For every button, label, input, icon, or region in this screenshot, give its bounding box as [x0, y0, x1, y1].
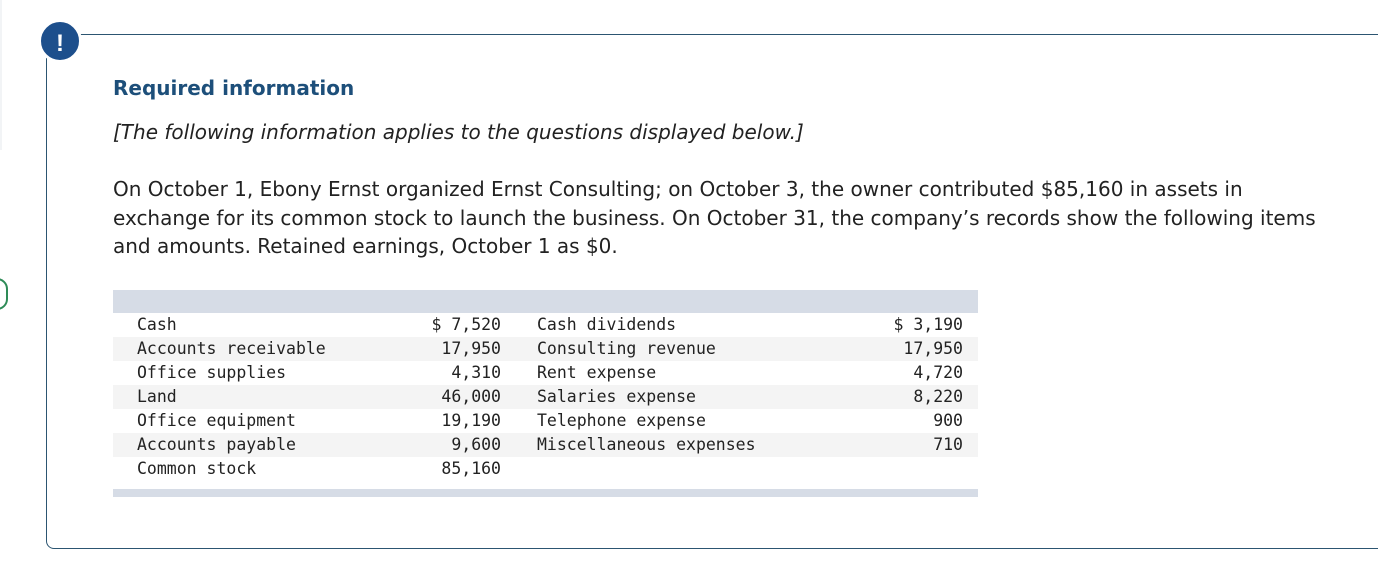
account-amount: 17,950	[903, 339, 963, 358]
account-amount: 17,950	[441, 339, 501, 358]
table-row	[113, 433, 978, 457]
account-amount: 4,310	[451, 363, 501, 382]
table-header-bar	[113, 290, 978, 313]
account-label: Common stock	[137, 459, 257, 478]
account-amount: 85,160	[441, 459, 501, 478]
account-label: Consulting revenue	[537, 339, 716, 358]
account-label: Salaries expense	[537, 387, 696, 406]
section-heading: Required information	[113, 76, 355, 100]
progress-indicator-icon	[0, 278, 8, 310]
table-row	[113, 361, 978, 385]
account-label: Rent expense	[537, 363, 657, 382]
account-amount: 4,720	[913, 363, 963, 382]
account-label: Office supplies	[137, 363, 287, 382]
account-amount: 9,600	[451, 435, 501, 454]
account-amount: 710	[933, 435, 963, 454]
problem-paragraph: On October 1, Ebony Ernst organized Ernst Consulting; on October 3, the owner contributed $85,160 in assets in exchange for its common stock to launch the business. On October 31, the company’s records show the following items and amounts. Retained earnings, October 1 as $0.	[113, 177, 1316, 258]
table-row	[113, 457, 978, 481]
account-amount: $ 7,520	[431, 315, 501, 334]
account-label: Miscellaneous expenses	[537, 435, 756, 454]
table-rows	[113, 313, 978, 481]
account-amount: 8,220	[913, 387, 963, 406]
table-footer-bar	[113, 489, 978, 497]
account-label: Land	[137, 387, 177, 406]
account-amount: 900	[933, 411, 963, 430]
account-label: Office equipment	[137, 411, 296, 430]
account-label: Cash dividends	[537, 315, 677, 334]
account-amount: 19,190	[441, 411, 501, 430]
table-row	[113, 409, 978, 433]
account-label: Cash	[137, 315, 177, 334]
accounts-table	[113, 290, 978, 497]
account-label: Accounts receivable	[137, 339, 326, 358]
intro-note: [The following information applies to the questions displayed below.]	[113, 120, 804, 144]
account-label: Accounts payable	[137, 435, 296, 454]
account-amount: $ 3,190	[893, 315, 963, 334]
account-amount: 46,000	[441, 387, 501, 406]
table-row	[113, 313, 978, 337]
account-label: Telephone expense	[537, 411, 706, 430]
table-row	[113, 337, 978, 361]
left-edge-divider	[0, 0, 2, 150]
exclamation-icon: !	[38, 19, 82, 63]
table-row	[113, 385, 978, 409]
